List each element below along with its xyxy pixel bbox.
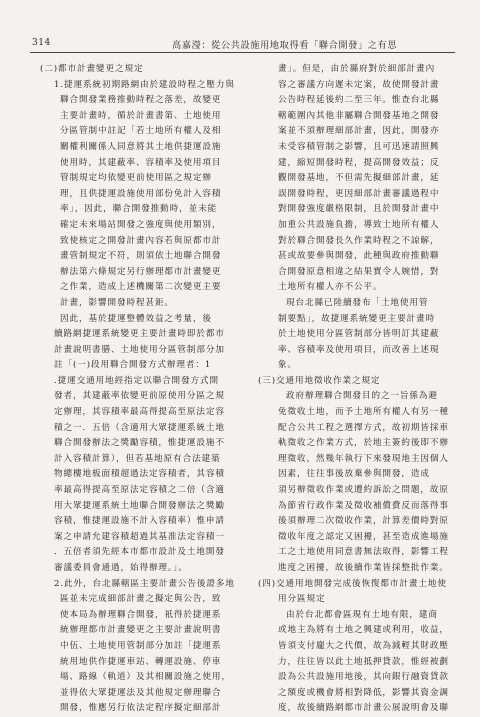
text-line: 場、路線（軌道）及其相關設施之使用， (60, 672, 231, 683)
text-line: 致使核定之開發計畫內容若與原都市計 (60, 235, 222, 246)
header-rule (30, 52, 455, 53)
text-line: 未受容積管制之影響，且可迅速請照興 (278, 141, 440, 152)
text-line: 由於台北都會區現有土地有限，建商 (286, 609, 438, 620)
text-line: 之額度或機會將相對降低，影響其資金調 (278, 687, 449, 698)
text-line: 加重公共設施負擔，導致土地所有權人 (278, 219, 440, 230)
text-line: 計畫說明書膳、土地使用分區管制部分加 (54, 344, 225, 355)
text-line: 用大眾捷運系統土地聯合開發辦法之獎勵 (54, 500, 225, 511)
text-line: 容之審議方向遲未定案，故使開發計畫 (278, 79, 440, 90)
text-line: 工之土地使用同意書無法取得，影響工程 (278, 547, 449, 558)
text-line: 區並未完成細部計畫之擬定與公告，致 (60, 594, 222, 605)
text-line: 對於聯合開發長久作業時程之不諒解， (278, 235, 440, 246)
text-line: 統辦理都市計畫變更之主要計畫說明書 (60, 625, 222, 636)
text-line: 建，縮短開發時程，提高開發效益；反 (278, 157, 440, 168)
text-line: 設為公共設施用地後，其向銀行融資貸款 (278, 672, 449, 683)
text-line: 象。 (278, 360, 297, 371)
text-line: 關權利關係人同意將其土地供捷運設施 (60, 141, 222, 152)
text-line: 用分區規定 (278, 594, 326, 605)
text-line: 公告時程延後約二至三年。惟查台北縣 (278, 95, 440, 106)
text-line: 政府辦理聯合開發目的之一旨係為避 (286, 391, 438, 402)
text-line: 之作業，造成上述機關第二次變更主要 (60, 282, 222, 293)
text-line: 2.此外，台北縣轄區主要計畫公告後證多地 (54, 578, 235, 589)
text-line: 觀開發基地，不但需先擬細部計畫，延 (278, 173, 440, 184)
text-line: 統用地供作捷運車站、轉運設施、停車 (60, 656, 222, 667)
text-line: 轄範圍內其他非屬聯合開發基地之開發 (278, 110, 440, 121)
text-line: 管制規定均依變更前使用區之規定辦 (60, 173, 212, 184)
text-line: 主要計畫時，循於計畫書第、土地使用 (60, 110, 222, 121)
text-line: 須另辦徵收作業或遭約訴訟之問題，故原 (278, 485, 449, 496)
text-line: (二)都市計畫變更之規定 (40, 64, 144, 74)
text-line: 率、容積率及使用項目，而改善上述現 (278, 344, 440, 355)
text-line: 開發，惟應另行依法定程序擬定細部計 (60, 703, 222, 714)
text-line: 率最高得提高至原法定容積之二倍（含適 (54, 485, 225, 496)
text-line: 後須辦理二次徵收作業，計算差價時對原 (278, 516, 449, 527)
text-line: 理，且供捷運設施使用部份免計入容積 (60, 188, 222, 199)
page-number: 314 (32, 38, 51, 48)
text-line: 於土地使用分區管制部分皆明訂其建蔽 (278, 329, 440, 340)
text-line: 辦法第六條規定另行辦理都市計畫變更 (60, 266, 222, 277)
running-header-title: 高嘉瀅：從公共設施用地取得看「聯合開發」之有思 (172, 40, 398, 51)
text-line: 使本局為辦理聯合開發，祇得於捷運系 (60, 609, 222, 620)
text-line: 軌徵收之作業方式，於地主簽約後即不辦 (278, 438, 449, 449)
text-line: 配合公共工程之選擇方式，故初期皆採車 (278, 422, 449, 433)
text-line: 續路網捷運系統變更主要計畫時即於都市 (54, 329, 225, 340)
left-text-column (34, 62, 240, 717)
text-line: 率」，因此，聯合開發推動時，並未能 (60, 204, 218, 215)
text-line: 案之申請允建容積超過其基准法定容積一 (54, 531, 225, 542)
text-line: 因此，基於捷運整體效益之考量，後 (60, 313, 212, 324)
text-line: 聯合開發辦法之獎勵容積，惟捷運設施不 (54, 438, 225, 449)
text-line: 甚或故要參與開發，此種與政府推動聯 (278, 251, 440, 262)
text-line: 畫」。但是，由於縣府對於細部計畫內 (278, 64, 436, 74)
text-line: 註「(一)段用聯合開發方式辦理者：1 (54, 360, 212, 371)
text-line: 制要點」，故捷運系統變更主要計畫時 (278, 313, 436, 324)
text-line: 1.捷運系統初期路網由於建設時程之壓力與 (54, 79, 235, 90)
text-line: 皆須支付龐大之代價，故為減輕其財政壓 (278, 640, 449, 651)
text-line: 發者，其建蔽率依變更前原使用分區之規 (54, 391, 225, 402)
text-line: 因素，往往事後放棄參與開發，造成 (278, 469, 430, 480)
text-line: 誤開發時程，更因細部計畫審議過程中 (278, 188, 440, 199)
text-line: 物總樓地板面積超過法定容積者，其容積 (54, 469, 225, 480)
text-line: 定辦理，其容積率最高得提高至原法定容 (54, 407, 225, 418)
right-text-column (252, 62, 456, 717)
text-line: 力，往往皆以此土地抵押貸款，惟經被劃 (278, 656, 449, 667)
text-line: 對開發強度嚴格限制，且於開發計畫中 (278, 204, 440, 215)
text-line: 中伍、土地使用管制部分加註「捷運系 (60, 640, 222, 651)
text-line: 合開發原意相違之結果實令人婉惜，對 (278, 266, 440, 277)
text-line: 計入容積計算），但若基地原有合法建築 (54, 453, 221, 464)
text-line: 為節省行政作業及徵收補償費反而落得事 (278, 500, 449, 511)
text-line: 現台北縣已陸續發布「土地使用管 (286, 297, 429, 308)
text-line: 土地所有權人亦不公平。 (278, 282, 383, 293)
text-line: 或地主為將有土地之興建或利用，收益， (278, 625, 449, 636)
text-line: 案並不須辦理細部計畫，因此，開發亦 (278, 126, 440, 137)
text-line: 理徵收，然幾年執行下來發現地主因個人 (278, 453, 449, 464)
text-line: 徵收年度之認定又困擾，甚至造成進場施 (278, 531, 449, 542)
text-line: 度，故後續路網都市計畫公展說明會及聯 (278, 703, 449, 714)
text-line: (四)交通用地開發完成後恢復都市計畫土地使 (258, 578, 447, 589)
text-line: ．五倍者須先經本市都市設計及土地開發 (54, 547, 225, 558)
text-line: (三)交通用地徵收作業之規定 (258, 375, 381, 386)
text-line: 畫管制規定不符，則須依土地聯合開發 (60, 251, 222, 262)
text-line: 進度之困擾，故後續作業皆採整批作業。 (278, 563, 449, 573)
text-line: 容積，惟捷運設施不計入容積率）惟申請 (54, 516, 225, 527)
text-line: 計畫，影響開發時程甚鉅。 (60, 297, 174, 308)
text-line: 免徵收土地，而予土地所有權人有另一種 (278, 407, 449, 418)
text-line: 並得依大眾捷運法及其他規定辦理聯合 (60, 687, 222, 698)
text-line: 確定未來場站開發之強度與使用類別， (60, 219, 222, 230)
text-line: 分區管制中註記「若土地所有權人及相 (60, 126, 222, 137)
text-line: 聯合開發業務推動時程之落差，故變更 (60, 95, 222, 106)
text-line: 積之一．五倍（含適用大眾捷運系統土地 (54, 422, 225, 433)
text-line: .捷運交通用地經指定以聯合開發方式開 (54, 375, 220, 386)
text-line: 使用時，其建蔽率、容積率及使用項目 (60, 157, 222, 168)
text-line: 審議委員會通過，始得辦理。」。 (54, 563, 188, 573)
